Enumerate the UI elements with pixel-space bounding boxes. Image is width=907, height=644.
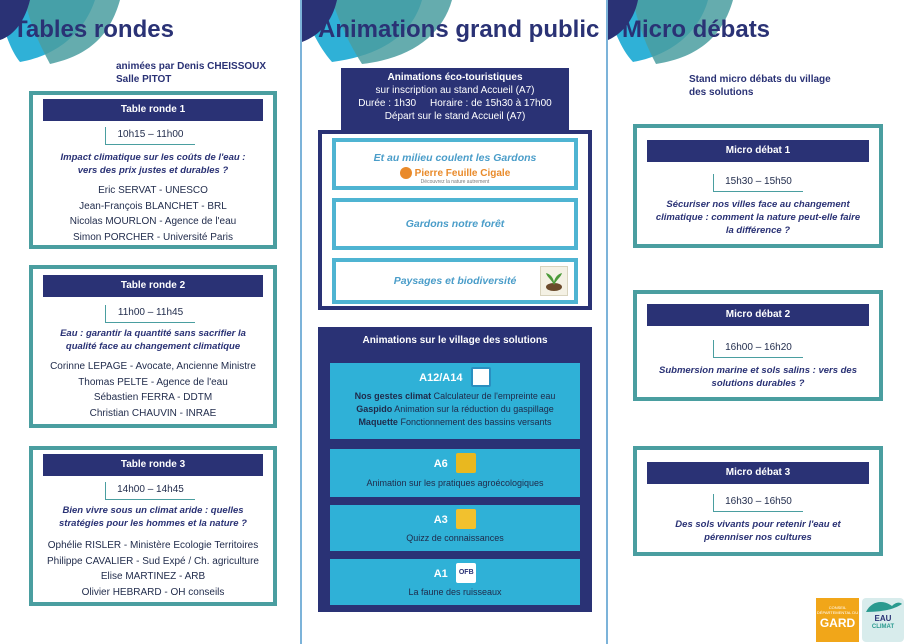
micro-debats-subtitle	[689, 73, 889, 99]
stand-tag	[330, 453, 580, 473]
speaker: Ophélie RISLER - Ministère Ecologie Territoires	[47, 540, 259, 551]
speaker: Corinne LEPAGE - Avocate, Ancienne Ministre	[50, 361, 256, 372]
eau-logo-text: EAU	[874, 614, 892, 623]
eco-item-paysages	[332, 258, 578, 304]
gard-logo-text: GARD	[819, 616, 856, 630]
card-title: Micro débat 1	[647, 140, 869, 162]
stand-description: Animation sur les pratiques agroécologiques	[366, 478, 544, 488]
card-title: Table ronde 3	[43, 454, 263, 476]
eco-header-schedule	[341, 97, 569, 110]
plant-logo-icon	[540, 266, 568, 296]
eco-tourism-header	[341, 68, 569, 131]
speaker: Sébastien FERRA - DDTM	[93, 392, 213, 403]
time-slot: 16h30 – 16h50	[713, 494, 803, 512]
speaker-list	[39, 183, 267, 245]
time-slot: 16h00 – 16h20	[713, 340, 803, 358]
village-item-a6	[330, 449, 580, 497]
time-slot: 11h00 – 11h45	[105, 305, 195, 323]
eau-climat-logo	[862, 598, 904, 642]
time-slot: 15h30 – 15h50	[713, 174, 803, 192]
card-title: Micro débat 3	[647, 462, 869, 484]
speaker: Elise MARTINEZ - ARB	[100, 571, 206, 582]
eco-tourism-frame	[318, 130, 592, 310]
eco-header-title: Animations éco-touristiques	[387, 72, 523, 83]
village-item-a1	[330, 559, 580, 605]
stand-description	[330, 390, 580, 429]
eco-item-foret	[332, 198, 578, 250]
speaker: Christian CHAUVIN - INRAE	[89, 407, 217, 419]
speaker-list	[39, 359, 267, 421]
cigale-icon	[400, 167, 412, 179]
eco-header-departure: Départ sur le stand Accueil (A7)	[384, 111, 526, 122]
eco-header-hours: Horaire : de 15h30 à 17h00	[429, 98, 552, 109]
pierre-feuille-cigale-logo	[336, 167, 574, 185]
tables-rondes-subtitle	[116, 60, 296, 86]
micro-debat-card-1	[633, 124, 883, 248]
village-item-a3	[330, 505, 580, 551]
speaker: Philippe CAVALIER - Sud Expé / Ch. agriculture	[47, 555, 259, 567]
speaker: Olivier HEBRARD - OH conseils	[81, 586, 225, 598]
gard-department-logo	[816, 598, 859, 642]
card-topic: Impact climatique sur les coûts de l'eau : vers des prix justes et durables ?	[60, 152, 246, 176]
page-title-animations: Animations grand public	[318, 16, 600, 43]
desc-line: Nos gestes climat Calculateur de l'empreinte eau	[354, 391, 556, 401]
page-title-tables-rondes: Tables rondes	[13, 16, 174, 43]
desc-line: Maquette Fonctionnement des bassins versants	[358, 417, 552, 427]
card-topic: Des sols vivants pour retenir l'eau et pérenniser nos cultures	[675, 519, 841, 543]
column-separator	[606, 0, 608, 644]
page-title-micro-debats: Micro débats	[622, 16, 771, 43]
civam-icon	[456, 453, 476, 473]
stand-tag-label: A3	[433, 514, 448, 527]
desc-line: Gaspido Animation sur la réduction du gaspillage	[356, 404, 554, 414]
time-slot: 14h00 – 14h45	[105, 482, 195, 500]
speaker: Eric SERVAT - UNESCO	[98, 185, 208, 196]
table-ronde-card-2	[29, 265, 277, 428]
table-ronde-card-1	[29, 91, 277, 249]
climat-logo-text: CLIMAT	[871, 624, 895, 630]
wave-icon	[862, 598, 904, 614]
card-title: Table ronde 1	[43, 99, 263, 121]
card-topic: Sécuriser nos villes face au changement climatique : comment la nature peut-elle faire la différence ?	[655, 199, 861, 236]
card-title: Micro débat 2	[647, 304, 869, 326]
village-header: Animations sur le village des solutions	[362, 335, 548, 346]
village-item-a12-a14	[330, 363, 580, 439]
stand-tag	[330, 563, 580, 583]
speaker: Thomas PELTE - Agence de l'eau	[78, 376, 228, 388]
speaker: Nicolas MOURLON - Agence de l'eau	[69, 216, 237, 227]
micro-debat-card-2	[633, 290, 883, 401]
stand-description: La faune des ruisseaux	[408, 587, 502, 597]
time-slot: 10h15 – 11h00	[105, 127, 195, 145]
stand-tag-label: A6	[433, 458, 448, 471]
logo-text: Pierre Feuille Cigale	[414, 168, 511, 179]
eco-item-label: Paysages et biodiversité	[393, 275, 517, 287]
stand-description: Quizz de connaissances	[406, 533, 504, 543]
eco-item-label: Et au milieu coulent les Gardons	[373, 152, 537, 164]
speaker: Jean-François BLANCHET - BRL	[79, 200, 227, 212]
eco-item-label: Gardons notre forêt	[405, 218, 505, 230]
village-solutions-frame	[318, 327, 592, 612]
eco-header-duration: Durée : 1h30	[358, 98, 417, 109]
stand-tag	[330, 509, 580, 529]
eco-item-gardons	[332, 138, 578, 190]
micro-debat-card-3	[633, 446, 883, 556]
stand-tag	[330, 367, 580, 387]
room-line: Salle PITOT	[116, 74, 172, 85]
card-topic: Eau : garantir la quantité sans sacrifier la qualité face au changement climatique	[60, 328, 246, 352]
subtitle-line: Stand micro débats du village	[689, 74, 831, 85]
speaker-list	[39, 538, 267, 600]
card-topic: Submersion marine et sols salins : vers des solutions durables ?	[659, 365, 857, 389]
sun-leaf-icon	[456, 509, 476, 529]
card-topic: Bien vivre sous un climat aride : quelles stratégies pour les hommes et la nature ?	[59, 505, 247, 529]
eco-header-registration: sur inscription au stand Accueil (A7)	[375, 85, 535, 96]
column-separator	[300, 0, 302, 644]
card-title: Table ronde 2	[43, 275, 263, 297]
gard-logo-small-text: CONSEIL DÉPARTEMENTAL DU	[816, 605, 859, 615]
nos-gestes-climat-icon	[471, 367, 491, 387]
table-ronde-card-3	[29, 446, 277, 606]
logo-subtext: Découvrez la nature autrement	[420, 179, 490, 186]
subtitle-line: des solutions	[689, 87, 754, 98]
moderator-line: animées par Denis CHEISSOUX	[116, 61, 267, 72]
speaker: Simon PORCHER - Université Paris	[72, 231, 234, 243]
stand-tag-label: A12/A14	[419, 372, 463, 385]
stand-tag-label: A1	[433, 568, 448, 581]
ofb-logo-icon: OFB	[456, 563, 476, 583]
